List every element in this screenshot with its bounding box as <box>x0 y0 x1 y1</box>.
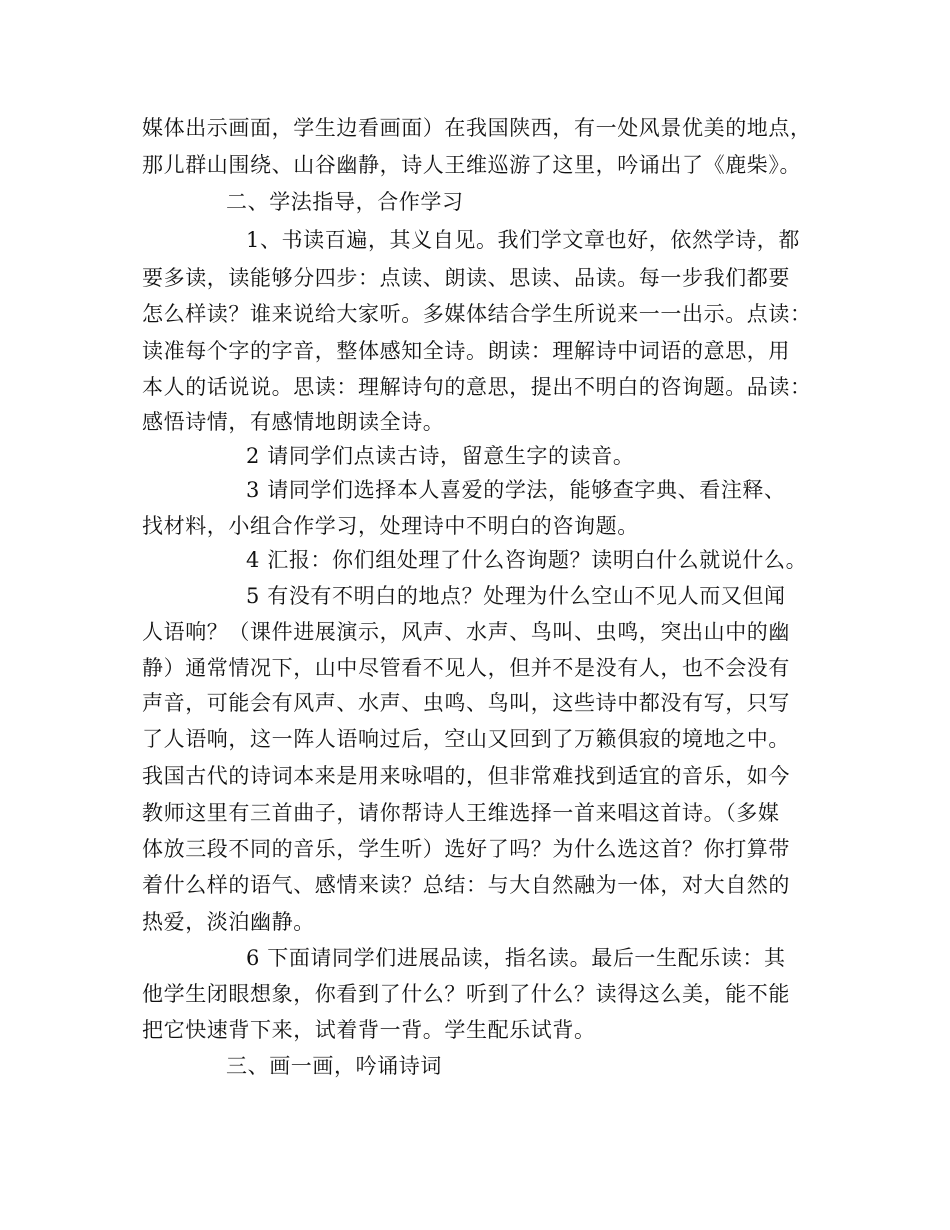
text-line: 他学生闭眼想象，你看到了什么？听到了什么？读得这么美，能不能 <box>142 982 790 1006</box>
text-line: 教师这里有三首曲子，请你帮诗人王维选择一首来唱这首诗。（多媒 <box>142 801 780 825</box>
text-line: 要多读，读能够分四步：点读、朗读、思读、品读。每一步我们都要 <box>142 266 790 290</box>
text-line: 静）通常情况下，山中尽管看不见人，但并不是没有人，也不会没有 <box>142 656 790 680</box>
text-line: 4 汇报：你们组处理了什么咨询题？读明白什么就说什么。 <box>246 548 808 572</box>
text-line: 体放三段不同的音乐，学生听）选好了吗？为什么选这首？你打算带 <box>142 837 790 861</box>
text-line: 感悟诗情，有感情地朗读全诗。 <box>142 410 445 434</box>
section-heading: 三、画一画，吟诵诗词 <box>226 1054 442 1078</box>
text-line: 了人语响，这一阵人语响过后，空山又回到了万籁俱寂的境地之中。 <box>142 727 790 751</box>
text-line: 热爱，淡泊幽静。 <box>142 910 315 934</box>
text-line: 本人的话说说。思读：理解诗句的意思，提出不明白的咨询题。品读： <box>142 375 812 399</box>
text-line: 3 请同学们选择本人喜爱的学法，能够查字典、看注释、 <box>246 478 786 502</box>
text-line: 1、书读百遍，其义自见。我们学文章也好，依然学诗，都 <box>246 228 800 252</box>
text-line: 2 请同学们点读古诗，留意生字的读音。 <box>246 444 635 468</box>
text-line: 5 有没有不明白的地点？处理为什么空山不见人而又但闻 <box>246 584 786 608</box>
text-line: 怎么样读？谁来说给大家听。多媒体结合学生所说来一一出示。点读： <box>142 302 812 326</box>
text-line: 媒体出示画面，学生边看画面）在我国陕西，有一处风景优美的地点， <box>142 116 812 140</box>
section-heading: 二、学法指导，合作学习 <box>226 190 464 214</box>
text-line: 声音，可能会有风声、水声、虫鸣、鸟叫，这些诗中都没有写，只写 <box>142 691 790 715</box>
text-line: 读准每个字的字音，整体感知全诗。朗读：理解诗中词语的意思，用 <box>142 339 790 363</box>
text-line: 找材料，小组合作学习，处理诗中不明白的咨询题。 <box>142 514 639 538</box>
text-line: 人语响？（课件进展演示，风声、水声、鸟叫、虫鸣，突出山中的幽 <box>142 620 790 644</box>
text-line: 着什么样的语气、感情来读？总结：与大自然融为一体，对大自然的 <box>142 873 790 897</box>
text-line: 我国古代的诗词本来是用来咏唱的，但非常难找到适宜的音乐，如今 <box>142 764 790 788</box>
text-line: 把它快速背下来，试着背一背。学生配乐试背。 <box>142 1018 596 1042</box>
text-line: 6 下面请同学们进展品读，指名读。最后一生配乐读：其 <box>246 946 786 970</box>
text-line: 那儿群山围绕、山谷幽静，诗人王维巡游了这里，吟诵出了《鹿柴》。 <box>142 153 802 177</box>
